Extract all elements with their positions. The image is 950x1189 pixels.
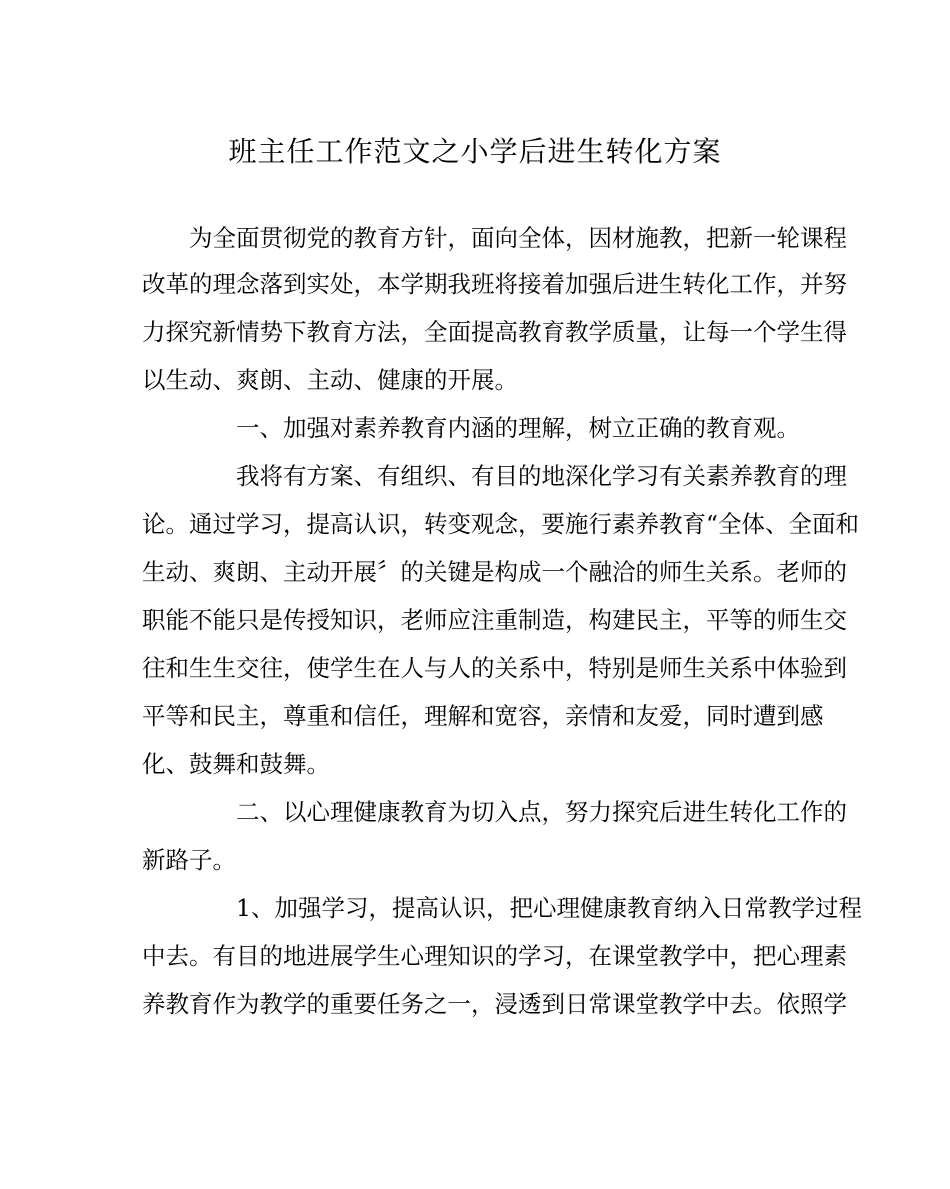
paragraph-line: 以生动、爽朗、主动、健康的开展。 <box>142 366 518 394</box>
paragraph-line: 职能不能只是传授知识，老师应注重制造，构建民主，平等的师生交 <box>142 606 847 634</box>
paragraph-line: 化、鼓舞和鼓舞。 <box>142 750 330 778</box>
section-heading: 二、以心理健康教育为切入点，努力探究后进生转化工作的 <box>142 798 847 826</box>
paragraph-line: 往和生生交往，使学生在人与人的关系中，特别是师生关系中体验到 <box>142 654 847 682</box>
paragraph-line: 养教育作为教学的重要任务之一，浸透到日常课堂教学中去。依照学 <box>142 990 847 1018</box>
paragraph-line: 力探究新情势下教育方法，全面提高教育教学质量，让每一个学生得 <box>142 318 847 346</box>
paragraph-line: 改革的理念落到实处，本学期我班将接着加强后进生转化工作，并努 <box>142 270 847 298</box>
section-heading: 一、加强对素养教育内涵的理解，树立正确的教育观。 <box>142 414 800 442</box>
paragraph-line: 生动、爽朗、主动开展〞的关键是构成一个融洽的师生关系。老师的 <box>142 558 847 586</box>
paragraph-line: 1、加强学习，提高认识，把心理健康教育纳入日常教学过程 <box>142 894 862 922</box>
paragraph-line: 中去。有目的地进展学生心理知识的学习，在课堂教学中，把心理素 <box>142 942 847 970</box>
paragraph-line: 为全面贯彻党的教育方针，面向全体，因材施教，把新一轮课程 <box>142 224 847 252</box>
document-title: 班主任工作范文之小学后进生转化方案 <box>228 135 722 168</box>
paragraph-line: 论。通过学习，提高认识，转变观念，要施行素养教育“全体、全面和 <box>142 510 860 538</box>
section-heading: 新路子。 <box>142 846 236 874</box>
paragraph-line: 我将有方案、有组织、有目的地深化学习有关素养教育的理 <box>142 462 847 490</box>
paragraph-line: 平等和民主，尊重和信任，理解和宽容，亲情和友爱，同时遭到感 <box>142 702 824 730</box>
